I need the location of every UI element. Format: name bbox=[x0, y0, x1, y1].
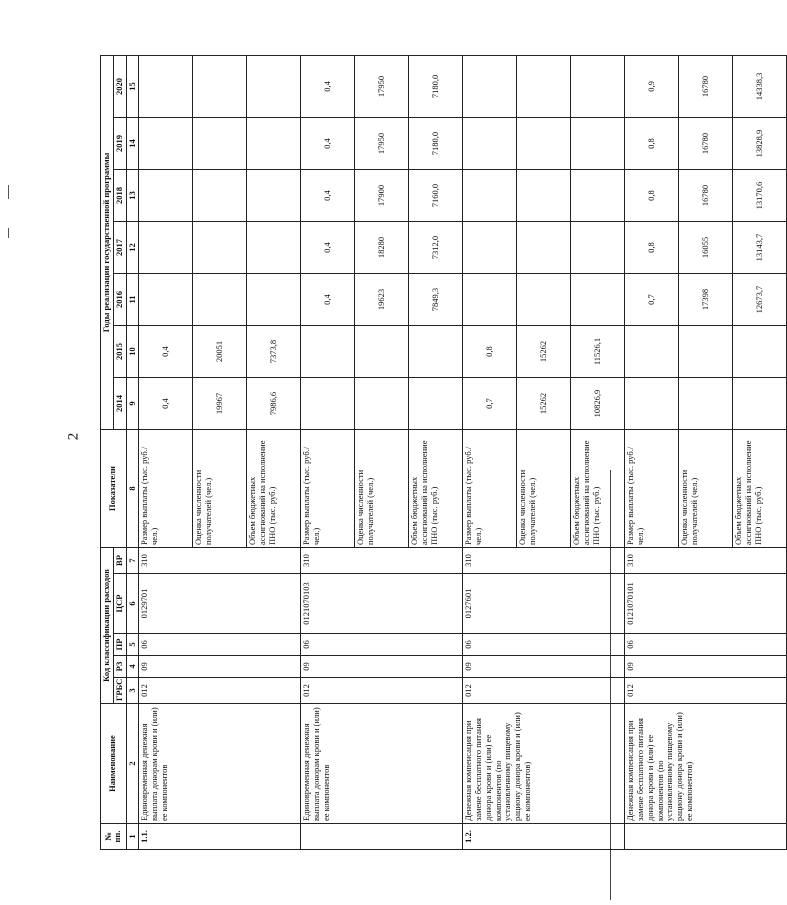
code-group-header: Код классификации расходов bbox=[101, 548, 114, 704]
year-value-cell bbox=[139, 118, 193, 170]
row-grbs: 012 bbox=[301, 678, 463, 704]
row-vr: 310 bbox=[301, 548, 463, 574]
row-number: 1.2. bbox=[463, 824, 625, 850]
year-value-cell: 16055 bbox=[679, 222, 733, 274]
table-body bbox=[139, 55, 787, 849]
row-rz: 09 bbox=[625, 656, 787, 678]
year-value-cell bbox=[301, 326, 355, 378]
table-row bbox=[463, 55, 517, 849]
year-value-cell: 0,8 bbox=[463, 326, 517, 378]
year-value-cell bbox=[139, 170, 193, 222]
row-vr: 310 bbox=[463, 548, 625, 574]
year-value-cell bbox=[463, 222, 517, 274]
year-header: 2016 bbox=[113, 274, 126, 326]
indicator-label: Оценка численности получателей (чел.) bbox=[355, 430, 409, 548]
row-name: Денежная компенсация при замене бесплатного питания донора крови и (или) ее компонентов (по установленному пищевому рациону донора крови и (или) ее компонентов) bbox=[463, 704, 625, 824]
year-value-cell bbox=[571, 118, 625, 170]
year-value-cell bbox=[247, 274, 301, 326]
year-value-cell: 0,7 bbox=[463, 378, 517, 430]
colnum: 12 bbox=[126, 222, 139, 274]
year-header: 2015 bbox=[113, 326, 126, 378]
row-vr: 310 bbox=[139, 548, 301, 574]
year-value-cell: 19967 bbox=[193, 378, 247, 430]
row-csr: 0129701 bbox=[139, 574, 301, 634]
year-value-cell: 13828,9 bbox=[733, 118, 787, 170]
row-pr: 06 bbox=[625, 634, 787, 656]
row-name: Денежная компенсация при замене бесплатного питания донора крови и (или) ее компонентов (по установленному пищевому рациону донора крови и (или) ее компонентов) bbox=[625, 704, 787, 824]
year-value-cell bbox=[139, 274, 193, 326]
year-value-cell bbox=[409, 378, 463, 430]
indicator-label: Размер выплаты (тыс. руб./чел.) bbox=[139, 430, 193, 548]
year-value-cell bbox=[517, 170, 571, 222]
year-value-cell bbox=[193, 118, 247, 170]
colnum: 11 bbox=[126, 274, 139, 326]
year-value-cell: 7160,0 bbox=[409, 170, 463, 222]
year-value-cell: 0,4 bbox=[301, 118, 355, 170]
row-number bbox=[301, 824, 463, 850]
year-value-cell bbox=[463, 118, 517, 170]
year-value-cell: 7986,6 bbox=[247, 378, 301, 430]
year-value-cell: 16780 bbox=[679, 55, 733, 117]
row-rz: 09 bbox=[301, 656, 463, 678]
rotated-table-sheet bbox=[100, 70, 764, 850]
year-value-cell: 19623 bbox=[355, 274, 409, 326]
year-value-cell: 7180,0 bbox=[409, 55, 463, 117]
colnum: 6 bbox=[126, 574, 139, 634]
row-name: Единовременная денежная выплата донорам крови и (или) ее компонентов bbox=[301, 704, 463, 824]
year-value-cell bbox=[247, 222, 301, 274]
row-csr: 0121070101 bbox=[625, 574, 787, 634]
row-csr: 0121070103 bbox=[301, 574, 463, 634]
indicator-label: Объем бюджетных ассигнований на исполнение ПНО (тыс. руб.) bbox=[733, 430, 787, 548]
colnum: 5 bbox=[126, 634, 139, 656]
year-value-cell: 16780 bbox=[679, 170, 733, 222]
col-name-header: Наименование bbox=[101, 704, 127, 824]
row-rz: 09 bbox=[139, 656, 301, 678]
colnum: 9 bbox=[126, 378, 139, 430]
year-value-cell bbox=[247, 170, 301, 222]
year-value-cell bbox=[355, 326, 409, 378]
indicator-label: Объем бюджетных ассигнований на исполнение ПНО (тыс. руб.) bbox=[571, 430, 625, 548]
year-value-cell: 0,4 bbox=[301, 274, 355, 326]
year-value-cell: 0,4 bbox=[301, 170, 355, 222]
year-value-cell: 0,4 bbox=[139, 326, 193, 378]
row-number: 1.1. bbox=[139, 824, 301, 850]
colnum: 3 bbox=[126, 678, 139, 704]
year-value-cell bbox=[193, 170, 247, 222]
year-value-cell bbox=[571, 274, 625, 326]
year-value-cell bbox=[139, 222, 193, 274]
year-value-cell: 17950 bbox=[355, 118, 409, 170]
year-value-cell: 12673,7 bbox=[733, 274, 787, 326]
year-header: 2014 bbox=[113, 378, 126, 430]
col-rz-header: РЗ bbox=[113, 656, 126, 678]
row-pr: 06 bbox=[301, 634, 463, 656]
year-header: 2019 bbox=[113, 118, 126, 170]
col-indicator-header: Показатели bbox=[101, 430, 127, 548]
year-value-cell: 15262 bbox=[517, 326, 571, 378]
indicator-label: Объем бюджетных ассигнований на исполнение ПНО (тыс. руб.) bbox=[409, 430, 463, 548]
year-value-cell bbox=[193, 222, 247, 274]
row-csr: 0127601 bbox=[463, 574, 625, 634]
year-value-cell: 17398 bbox=[679, 274, 733, 326]
year-value-cell bbox=[193, 55, 247, 117]
year-value-cell: 7180,0 bbox=[409, 118, 463, 170]
year-value-cell bbox=[517, 118, 571, 170]
year-value-cell: 18280 bbox=[355, 222, 409, 274]
row-vr: 310 bbox=[625, 548, 787, 574]
year-value-cell bbox=[301, 378, 355, 430]
year-value-cell bbox=[247, 118, 301, 170]
year-value-cell: 0,4 bbox=[139, 378, 193, 430]
year-value-cell: 14338,3 bbox=[733, 55, 787, 117]
year-value-cell: 0,9 bbox=[625, 55, 679, 117]
row-pr: 06 bbox=[139, 634, 301, 656]
year-value-cell bbox=[193, 274, 247, 326]
colnum: 1 bbox=[126, 824, 139, 850]
year-value-cell bbox=[355, 378, 409, 430]
year-value-cell bbox=[571, 55, 625, 117]
year-value-cell bbox=[247, 55, 301, 117]
table-row bbox=[139, 55, 193, 849]
year-value-cell: 15262 bbox=[517, 378, 571, 430]
row-rz: 09 bbox=[463, 656, 625, 678]
year-value-cell bbox=[679, 326, 733, 378]
indicator-label: Оценка численности получателей (чел.) bbox=[679, 430, 733, 548]
row-name: Единовременная денежная выплата донорам крови и (или) ее компонентов bbox=[139, 704, 301, 824]
indicator-label: Оценка численности получателей (чел.) bbox=[193, 430, 247, 548]
year-value-cell: 17900 bbox=[355, 170, 409, 222]
row-number bbox=[625, 824, 787, 850]
year-value-cell bbox=[517, 274, 571, 326]
col-grbs-header: ГРБС bbox=[113, 678, 126, 704]
indicator-label: Размер выплаты (тыс. руб./чел.) bbox=[463, 430, 517, 548]
colnum: 4 bbox=[126, 656, 139, 678]
col-csr-header: ЦСР bbox=[113, 574, 126, 634]
year-value-cell bbox=[625, 378, 679, 430]
year-value-cell bbox=[409, 326, 463, 378]
year-value-cell bbox=[571, 170, 625, 222]
table-row bbox=[625, 55, 679, 849]
indicator-label: Размер выплаты (тыс. руб./чел.) bbox=[301, 430, 355, 548]
colnum: 7 bbox=[126, 548, 139, 574]
year-value-cell: 11526,1 bbox=[571, 326, 625, 378]
year-value-cell bbox=[733, 378, 787, 430]
year-value-cell: 0,4 bbox=[301, 222, 355, 274]
year-value-cell: 0,8 bbox=[625, 118, 679, 170]
col-vr-header: ВР bbox=[113, 548, 126, 574]
year-header: 2017 bbox=[113, 222, 126, 274]
year-value-cell bbox=[679, 378, 733, 430]
indicator-label: Оценка численности получателей (чел.) bbox=[517, 430, 571, 548]
year-value-cell bbox=[139, 55, 193, 117]
year-header: 2020 bbox=[113, 55, 126, 117]
colnum: 10 bbox=[126, 326, 139, 378]
years-group-header: Годы реализации государственной программы bbox=[101, 55, 114, 429]
year-value-cell: 0,4 bbox=[301, 55, 355, 117]
colnum: 15 bbox=[126, 55, 139, 117]
year-value-cell: 7312,0 bbox=[409, 222, 463, 274]
year-value-cell: 0,8 bbox=[625, 222, 679, 274]
row-pr: 06 bbox=[463, 634, 625, 656]
colnum: 8 bbox=[126, 430, 139, 548]
year-value-cell bbox=[463, 170, 517, 222]
row-grbs: 012 bbox=[139, 678, 301, 704]
row-grbs: 012 bbox=[625, 678, 787, 704]
year-value-cell: 10826,9 bbox=[571, 378, 625, 430]
year-value-cell bbox=[625, 326, 679, 378]
indicator-label: Размер выплаты (тыс. руб./чел.) bbox=[625, 430, 679, 548]
year-value-cell: 20051 bbox=[193, 326, 247, 378]
year-value-cell bbox=[517, 55, 571, 117]
colnum: 14 bbox=[126, 118, 139, 170]
table-row bbox=[301, 55, 355, 849]
row-grbs: 012 bbox=[463, 678, 625, 704]
year-value-cell: 13170,6 bbox=[733, 170, 787, 222]
column-number-row bbox=[126, 55, 139, 849]
indicator-label: Объем бюджетных ассигнований на исполнение ПНО (тыс. руб.) bbox=[247, 430, 301, 548]
colnum: 2 bbox=[126, 704, 139, 824]
colnum: 13 bbox=[126, 170, 139, 222]
page-number: 2 bbox=[65, 432, 82, 441]
year-value-cell: 0,7 bbox=[625, 274, 679, 326]
year-value-cell: 7373,8 bbox=[247, 326, 301, 378]
year-header: 2018 bbox=[113, 170, 126, 222]
year-value-cell bbox=[733, 326, 787, 378]
col-no-header: № пп. bbox=[101, 824, 127, 850]
year-value-cell: 16780 bbox=[679, 118, 733, 170]
program-table bbox=[100, 55, 787, 850]
year-value-cell: 13143,7 bbox=[733, 222, 787, 274]
year-value-cell bbox=[463, 274, 517, 326]
margin-mark bbox=[8, 185, 9, 199]
year-value-cell bbox=[463, 55, 517, 117]
year-value-cell bbox=[571, 222, 625, 274]
col-pr-header: ПР bbox=[113, 634, 126, 656]
margin-mark bbox=[8, 228, 9, 238]
year-value-cell: 0,8 bbox=[625, 170, 679, 222]
year-value-cell: 17950 bbox=[355, 55, 409, 117]
year-value-cell: 7849,3 bbox=[409, 274, 463, 326]
year-value-cell bbox=[517, 222, 571, 274]
